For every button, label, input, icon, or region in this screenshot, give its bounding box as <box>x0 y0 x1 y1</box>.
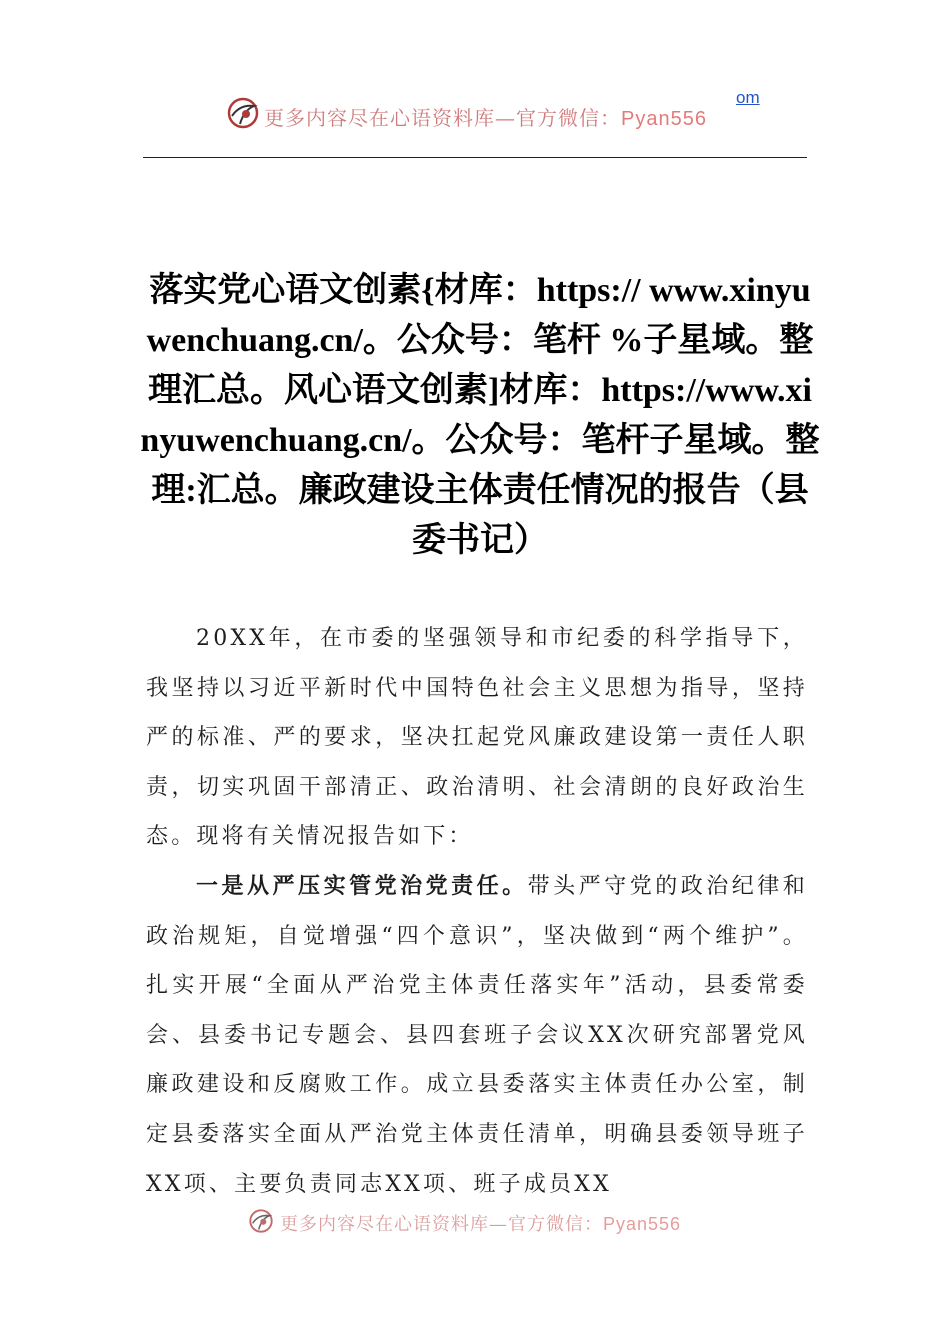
header-wechat-id: Pyan556 <box>621 108 707 130</box>
page-header <box>0 88 950 138</box>
paragraph-intro <box>146 614 808 862</box>
footer-logo-icon <box>248 1208 274 1234</box>
footer-watermark <box>280 1210 681 1236</box>
header-watermark-text: 更多内容尽在心语资料库—官方微信： <box>264 106 621 130</box>
footer-wechat-id: Pyan556 <box>603 1214 682 1234</box>
paragraph-intro-text: 20XX年，在市委的坚强领导和市纪委的科学指导下，我坚持以习近平新时代中国特色社会主义思想为指导，坚持严的标准、严的要求，坚决扛起党风廉政建设第一责任人职责，切实巩固干部清正、政治清明、社会清朗的良好政治生态。现将有关情况报告如下： <box>146 626 808 850</box>
paragraph-section-1-text: 带头严守党的政治纪律和政治规矩，自觉增强“四个意识”，坚决做到“两个维护”。扎实开展“全面从严治党主体责任落实年”活动，县委常委会、县委书记专题会、县四套班子会议XX次研究部署党风廉政建设和反腐败工作。成立县委落实主体责任办公室，制定县委落实全面从严治党主体责任清单，明确县委领导班子XX项、主要负责同志XX项、班子成员XX <box>146 873 808 1197</box>
header-watermark <box>264 102 707 131</box>
header-divider <box>143 157 807 158</box>
paragraph-section-1-lead: 一是从严压实管党治党责任。 <box>196 872 528 899</box>
footer-watermark-text: 更多内容尽在心语资料库—官方微信： <box>280 1214 603 1235</box>
page-footer <box>0 1204 950 1244</box>
document-body <box>146 614 808 1209</box>
paragraph-section-1 <box>146 862 808 1209</box>
header-link[interactable]: om <box>736 88 760 107</box>
document-title: 落实党心语文创素{材库：https:// www.xinyuwenchuang.cn/。公众号：笔杆 %子星域。整理汇总。风心语文创素]材库：https://www.xinyuwenchuang.cn/。公众号：笔杆子星域。整理:汇总。廉政建设主体责任情况的报告（县委书记） <box>140 272 820 559</box>
brand-logo-icon <box>226 96 260 130</box>
